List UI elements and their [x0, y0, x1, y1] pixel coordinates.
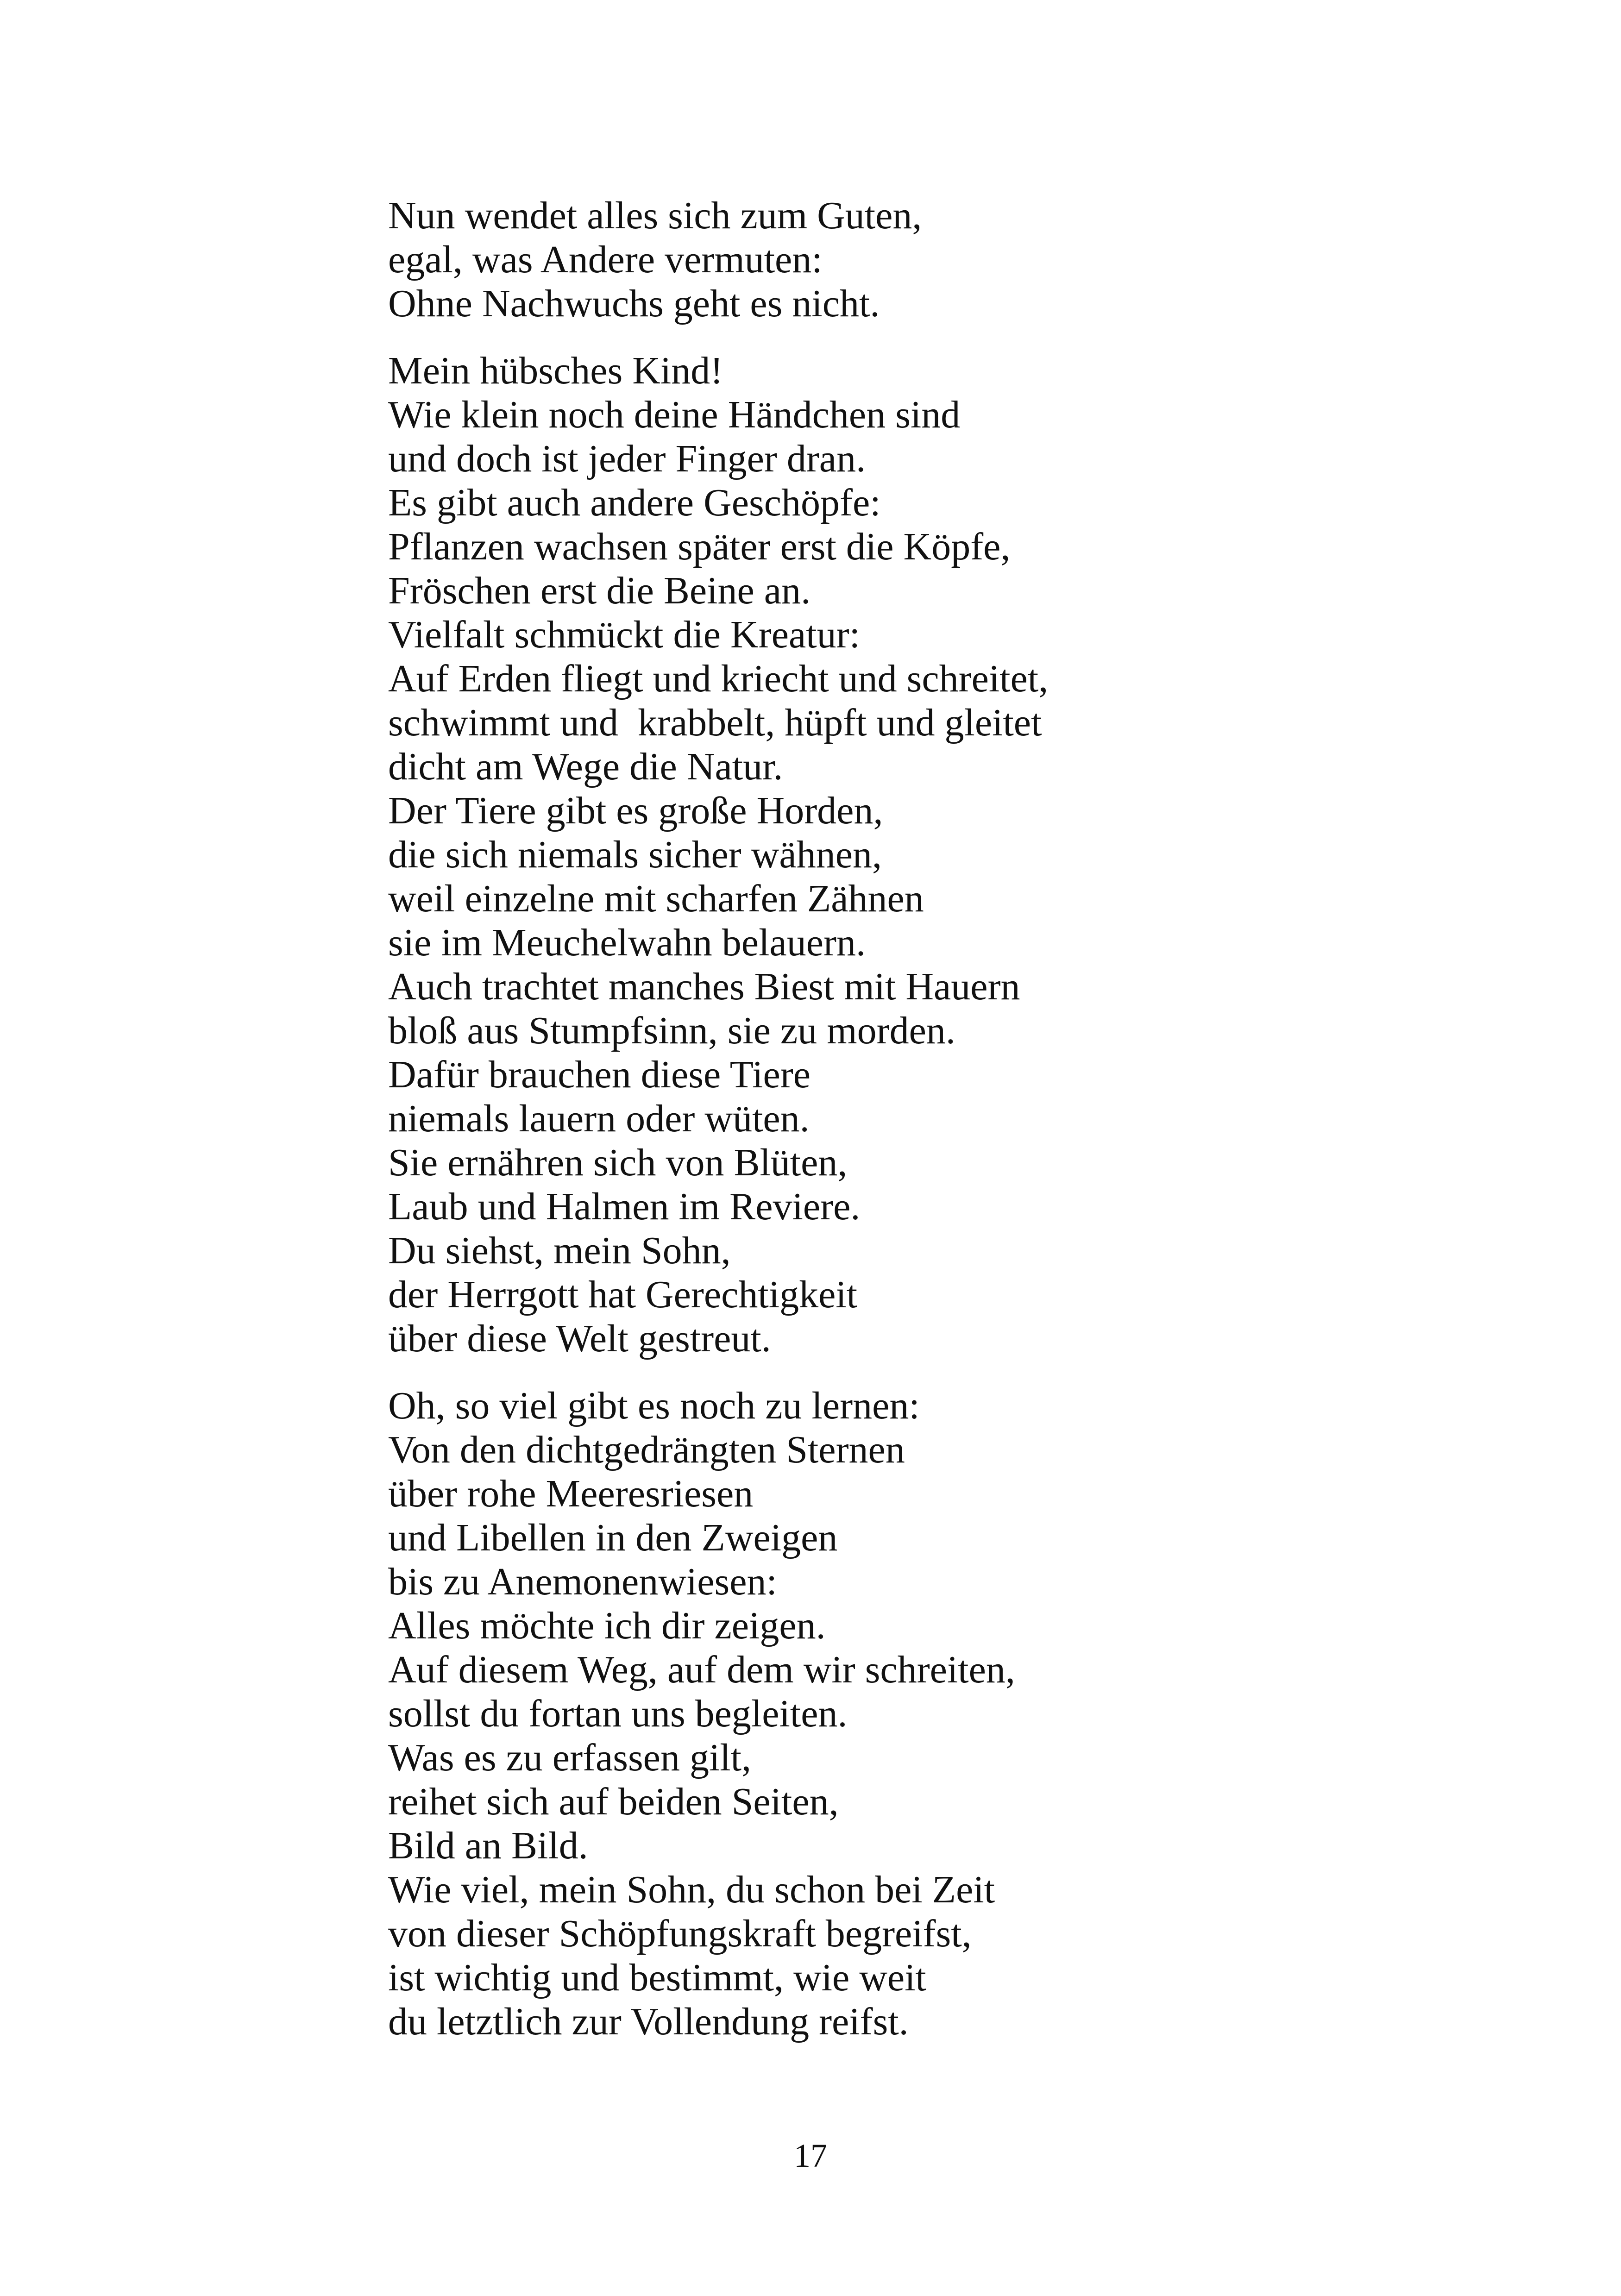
poem-line: Es gibt auch andere Geschöpfe:: [388, 481, 881, 524]
poem-line: Du siehst, mein Sohn,: [388, 1229, 731, 1272]
poem-line: ist wichtig und bestimmt, wie weit: [388, 1956, 926, 1999]
poem-line: schwimmt und krabbelt, hüpft und gleitet: [388, 701, 1042, 744]
poem-line: du letztlich zur Vollendung reifst.: [388, 2000, 909, 2043]
poem-line: Fröschen erst die Beine an.: [388, 569, 811, 612]
poem-line: Auch trachtet manches Biest mit Hauern: [388, 965, 1020, 1008]
poem-line: dicht am Wege die Natur.: [388, 745, 783, 788]
poem-line: der Herrgott hat Gerechtigkeit: [388, 1273, 858, 1316]
poem-line: über diese Welt gestreut.: [388, 1317, 771, 1360]
poem-line: Pflanzen wachsen später erst die Köpfe,: [388, 525, 1011, 568]
poem-line: Oh, so viel gibt es noch zu lernen:: [388, 1384, 920, 1427]
poem-line: egal, was Andere vermuten:: [388, 238, 823, 281]
poem-line: Auf diesem Weg, auf dem wir schreiten,: [388, 1648, 1015, 1691]
poem-line: niemals lauern oder wüten.: [388, 1097, 810, 1140]
poem-line: reihet sich auf beiden Seiten,: [388, 1780, 839, 1823]
poem-line: Sie ernähren sich von Blüten,: [388, 1141, 848, 1184]
poem-line: von dieser Schöpfungskraft begreifst,: [388, 1912, 972, 1955]
poem-line: Ohne Nachwuchs geht es nicht.: [388, 282, 880, 325]
poem-line: Bild an Bild.: [388, 1824, 588, 1867]
poem-line: Wie klein noch deine Händchen sind: [388, 393, 961, 436]
stanza: [388, 349, 1500, 1361]
poem-line: Laub und Halmen im Reviere.: [388, 1185, 861, 1228]
poem-line: Nun wendet alles sich zum Guten,: [388, 194, 922, 237]
poem-line: Auf Erden fliegt und kriecht und schreitet,: [388, 657, 1049, 700]
poem-line: Alles möchte ich dir zeigen.: [388, 1604, 826, 1647]
stanza: [388, 1384, 1500, 2044]
poem-line: über rohe Meeresriesen: [388, 1472, 754, 1515]
poem-line: Wie viel, mein Sohn, du schon bei Zeit: [388, 1868, 995, 1911]
poem-line: und Libellen in den Zweigen: [388, 1516, 838, 1559]
poem-line: bloß aus Stumpfsinn, sie zu morden.: [388, 1009, 955, 1052]
page-number: 17: [794, 2137, 827, 2174]
poem-line: die sich niemals sicher wähnen,: [388, 833, 882, 876]
poem-body: [388, 194, 1500, 2044]
poem-line: bis zu Anemonenwiesen:: [388, 1560, 777, 1603]
poem-line: und doch ist jeder Finger dran.: [388, 437, 866, 480]
poem-line: sollst du fortan uns begleiten.: [388, 1692, 848, 1735]
poem-line: weil einzelne mit scharfen Zähnen: [388, 877, 924, 920]
poem-line: sie im Meuchelwahn belauern.: [388, 921, 866, 964]
poem-line: Was es zu erfassen gilt,: [388, 1736, 751, 1779]
poem-line: Dafür brauchen diese Tiere: [388, 1053, 811, 1096]
poem-line: Mein hübsches Kind!: [388, 349, 723, 392]
poem-line: Von den dichtgedrängten Sternen: [388, 1428, 905, 1471]
poem-line: Der Tiere gibt es große Horden,: [388, 789, 883, 832]
stanza: [388, 194, 1500, 326]
poem-line: Vielfalt schmückt die Kreatur:: [388, 613, 860, 656]
